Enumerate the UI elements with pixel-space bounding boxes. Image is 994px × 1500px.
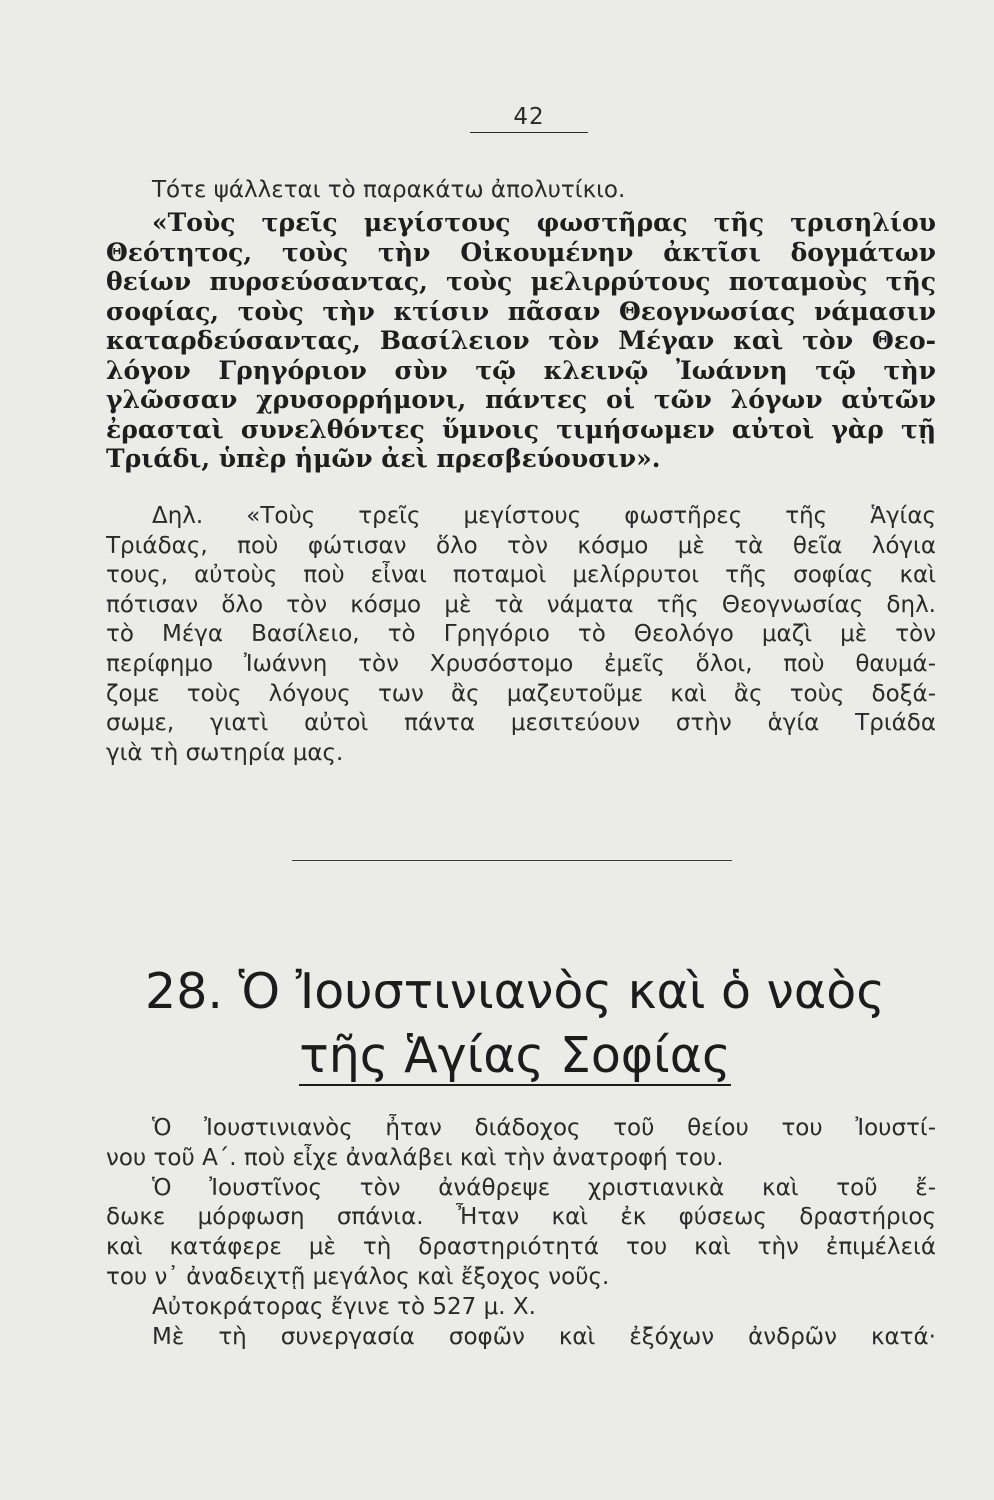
body-line: Μὲ τὴ συνεργασία σοφῶν καὶ ἐξόχων ἀνδρῶν κατά· [152,1323,936,1350]
hymn-line: Τριάδι, ὑπὲρ ἡμῶν ἀεὶ πρεσβεύουσιν». [106,444,661,473]
hymn-line: γλῶσσαν χρυσορρήμονι, πάντες οἱ τῶν λόγων αὐτῶν [106,385,936,414]
hymn-line: «Τοὺς τρεῖς μεγίστους φωστῆρας τῆς τρισηλίου [152,208,936,237]
chapter-title-line1: 28. Ὁ Ἰουστινιανὸς καὶ ὁ ναὸς [145,963,885,1020]
page-number: 42 [470,102,588,133]
chapter-body [106,1114,936,1352]
explain-line: Τριάδας, ποὺ φώτισαν ὅλο τὸν κόσμο μὲ τὰ θεῖα λόγια [106,532,936,559]
hymn-line: λόγον Γρηγόριον σὺν τῷ κλεινῷ Ἰωάννη τῷ τὴν [106,355,936,385]
explain-line: τους, αὐτοὺς ποὺ εἶναι ποταμοὶ μελίρρυτοι τῆς σοφίας καὶ [106,562,936,589]
explanation-paragraph [106,502,936,768]
section-divider [292,860,732,861]
hymn-line: καταρδεύσαντας, Βασίλειον τὸν Μέγαν καὶ τὸν Θεο- [106,326,936,355]
hymn-line: σοφίας, τοὺς τὴν κτίσιν πᾶσαν Θεογνωσίας νάμασιν [106,296,936,326]
intro-text [106,176,936,205]
body-line: νου τοῦ Α΄. ποὺ εἶχε ἀναλάβει καὶ τὴν ἀνατροφή του. [106,1144,724,1171]
hymn-line: θείων πυρσεύσαντας, τοὺς μελιρρύτους ποταμοὺς τῆς [106,267,936,296]
explain-line: πότισαν ὅλο τὸν κόσμο μὲ τὰ νάματα τῆς Θεογνωσίας δηλ. [106,591,936,618]
explain-line: περίφημο Ἰωάννη τὸν Χρυσόστομο ἐμεῖς ὅλοι, ποὺ θαυμά- [106,650,936,677]
body-line: Ὁ Ἰουστινιανὸς ἦταν διάδοχος τοῦ θείου του Ἰουστί- [152,1115,936,1141]
explain-line: γιὰ τὴ σωτηρία μας. [106,739,344,766]
chapter-title-line2: τῆς Ἁγίας Σοφίας [299,1027,731,1084]
body-line: του ν᾿ ἀναδειχτῇ μεγάλος καὶ ἔξοχος νοῦς. [106,1263,610,1290]
body-line: καὶ κατάφερε μὲ τὴ δραστηριότητά του καὶ τὴν ἐπιμέλειά [106,1234,936,1261]
explain-line: σωμε, γιατὶ αὐτοὶ πάντα μεσιτεύουν στὴν ἁγία Τριάδα [106,710,936,737]
intro-line: Τότε ψάλλεται τὸ παρακάτω ἀπολυτίκιο. [152,177,626,203]
apolytikion-hymn [106,208,936,474]
hymn-line: ἐρασταὶ συνελθόντες ὕμνοις τιμήσωμεν αὐτοὶ γὰρ τῇ [106,414,936,444]
hymn-line: Θεότητος, τοὺς τὴν Οἰκουμένην ἀκτῖσι δογμάτων [106,237,936,267]
body-line: δωκε μόρφωση σπάνια. Ἦταν καὶ ἐκ φύσεως δραστήριος [106,1204,936,1231]
chapter-title [90,960,940,1088]
body-line: Αὐτοκράτορας ἔγινε τὸ 527 μ. Χ. [152,1293,536,1320]
explain-line: ζομε τοὺς λόγους των ἂς μαζευτοῦμε καὶ ἂς τοὺς δοξά- [106,680,936,707]
body-line: Ὁ Ἰουστῖνος τὸν ἀνάθρεψε χριστιανικὰ καὶ τοῦ ἔ- [152,1174,936,1201]
explain-line: τὸ Μέγα Βασίλειο, τὸ Γρηγόριο τὸ Θεολόγο μαζὶ μὲ τὸν [106,621,936,648]
explain-line: Δηλ. «Τοὺς τρεῖς μεγίστους φωστῆρες τῆς Ἁγίας [152,503,936,529]
